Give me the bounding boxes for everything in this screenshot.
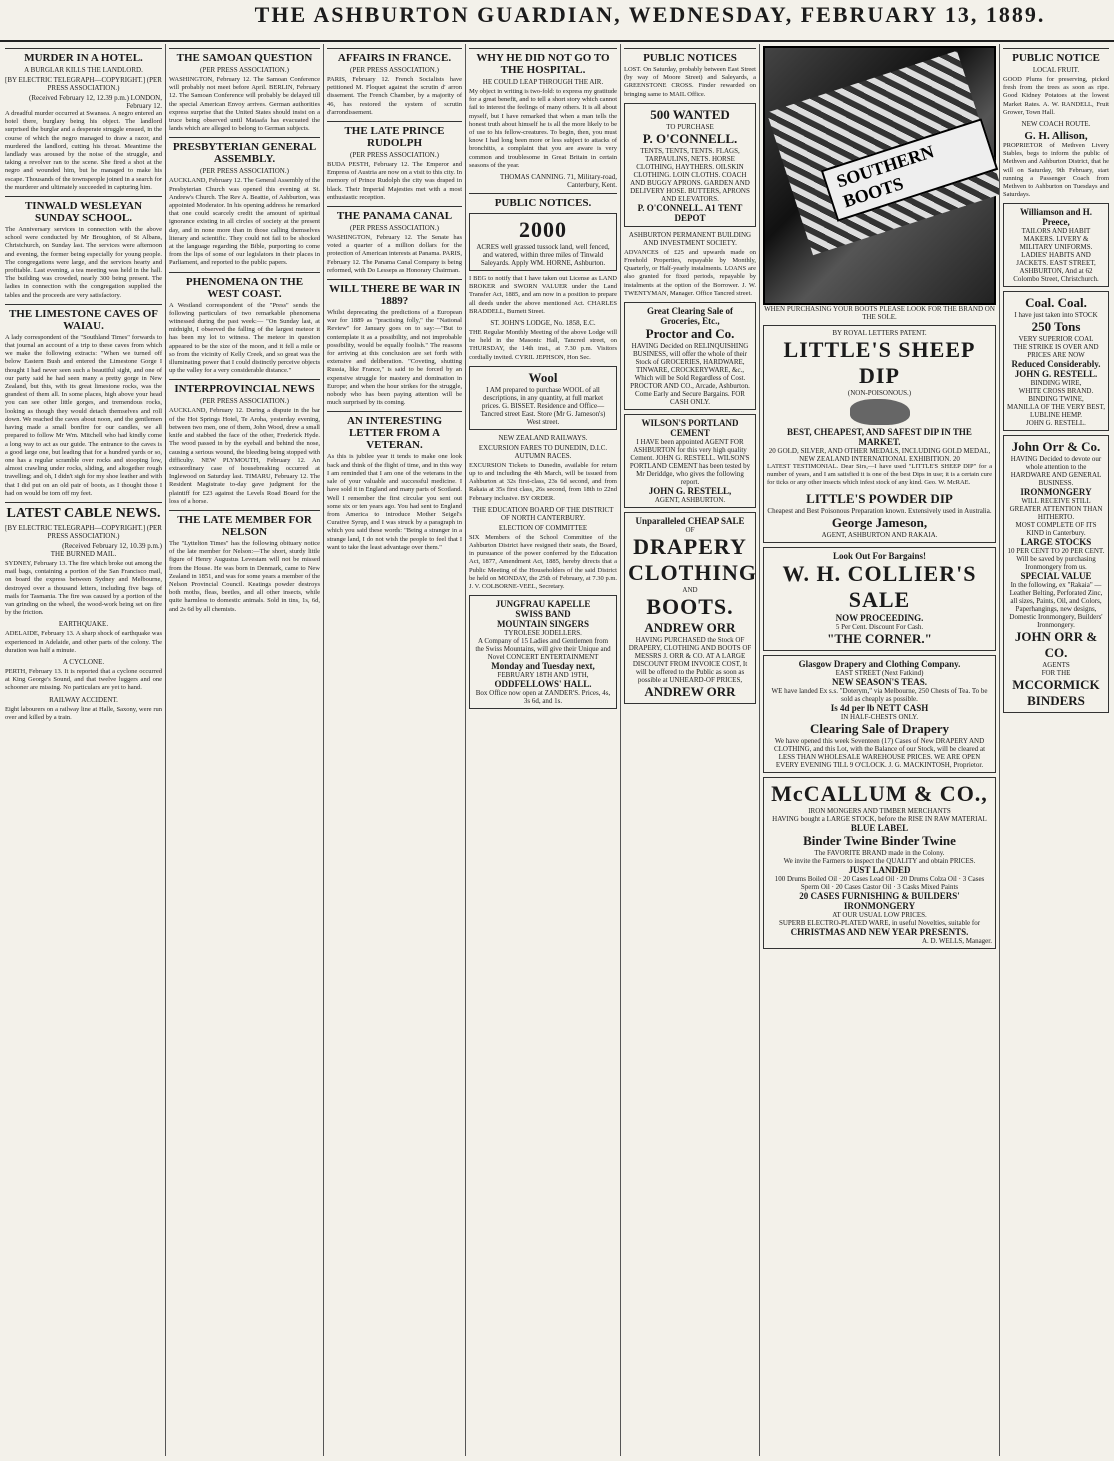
ad-title: CHRISTMAS AND NEW YEAR PRESENTS. bbox=[790, 926, 969, 937]
article-title: PHENOMENA ON THE WEST COAST. bbox=[169, 272, 320, 300]
ad-body: I HAVE been appointed AGENT FOR ASHBURTON for this very high quality Cement. JOHN G. RESTELL. WILSON'S PORTLAND CEMENT has been tested by Mr Deriddge, who gives the following report. bbox=[629, 438, 751, 487]
preece-ad bbox=[1003, 203, 1109, 287]
ad-body: TENTS, TENTS, TENTS. FLAGS, TARPAULINS, NETS. HORSE CLOTHING, HAYTHERS. OILSKIN CLOTHING. LOIN CLOTHS. COACH AND BUGGY APRONS. GARDEN AND DELIVERY HOSE. BUTTERS, APRONS AND ELEVATORS. bbox=[630, 146, 750, 203]
ad-body: In the following, ex "Rakaia" — Leather Belting, Perforated Zinc, all sizes, Paints, Oil, and Colors, Paperhangings, new designs, Domestic Ironmongery, Builders' Ironmongery. bbox=[1009, 581, 1103, 630]
ad-body: HAVING Decided to devote our whole attention to the HARDWARE AND GENERAL BUSINESS. bbox=[1010, 455, 1102, 488]
article-subhead: A CYCLONE. bbox=[62, 657, 105, 666]
ad-subtitle: BY ROYAL LETTERS PATENT. bbox=[832, 329, 927, 337]
article-tag: (PER PRESS ASSOCIATION.) bbox=[200, 397, 289, 406]
glasgow-ad bbox=[763, 655, 996, 773]
ad-title: Clearing Sale of Drapery bbox=[809, 720, 949, 736]
ad-title: NEW SEASON'S TEAS. bbox=[832, 676, 927, 687]
ad-footer: JOHN G. RESTELL, bbox=[648, 486, 732, 497]
ad-subtitle: EAST STREET (Next Fatkind) bbox=[835, 668, 924, 677]
ad-footer: JOHN G. RESTELL. bbox=[1026, 419, 1086, 428]
ad-title: WILSON'S PORTLAND CEMENT bbox=[641, 418, 739, 439]
article-dateline: (Received February 12, 10.39 p.m.) bbox=[62, 541, 162, 550]
concert-ad bbox=[469, 595, 617, 709]
ad-title: BLUE LABEL bbox=[850, 822, 909, 833]
ad-body: 20 GOLD, SILVER, AND OTHER MEDALS, INCLUDING GOLD MEDAL, NEW ZEALAND INTERNATIONAL EXHIBITION. 20 bbox=[768, 447, 991, 463]
ad-title: Coal. Coal. bbox=[1025, 295, 1087, 311]
ad-body: I have just taken into STOCK bbox=[1014, 311, 1098, 320]
column-2 bbox=[166, 44, 324, 1456]
article-body: SYDNEY, February 13. The fire which broke out among the mail bags, containing a portion of the San Francisco mail, on board the express between Sydney and Melbourne, destroyed over a thousand letters, including five bags of mails for Tasmania. The fire was caused by a portion of the van grinding on the wheel, the wood-work being set on fire by the friction. bbox=[5, 559, 162, 617]
ad-body: WE have landed Ex s.s. "Doterym," via Melbourne, 250 Chests of Tea. To be sold as cheaply as possible. bbox=[771, 686, 988, 703]
article-tag: [BY ELECTRIC TELEGRAPH—COPYRIGHT.] (PER PRESS ASSOCIATION.) bbox=[5, 523, 162, 540]
ad-body: 100 Drums Boiled Oil · 20 Cases Lead Oil · 20 Drums Colza Oil · 3 Cases Sperm Oil · 20 Cases Castor Oil · 3 Casks Mixed Paints bbox=[774, 874, 985, 891]
ad-title: Reduced Considerably. bbox=[1011, 359, 1101, 370]
ad-title: DRAPERY bbox=[633, 534, 747, 560]
column-4 bbox=[466, 44, 621, 1456]
article-body: Whilst deprecating the predictions of a European war for 1889 as "practising folly," the "National Review" for January goes on to say:—"But to contemplate it as a possibility, and not improbable possibility, would be equally foolish." The reasons for arriving at this conclusion are set forth with extensive and deliberation. "Coveting, shutting Russia, like France," is said to be forced by an expensive struggle for mastery and domination in Europe; and when the hour strikes for the struggle, nobody who has been paying attention will be much surprised by its coming. bbox=[327, 309, 462, 407]
ad-title: McCALLUM & CO., bbox=[771, 780, 988, 806]
ad-title: AND bbox=[682, 586, 698, 595]
ad-title: BOOTS. bbox=[646, 594, 734, 620]
notice-title: LOCAL FRUIT. bbox=[1032, 66, 1080, 74]
article-body: PARIS, February 12. French Socialists have petitioned M. Floquet against the scrutin d' arron dissement. The French Chamber, by a majority of 46, has restored the system of scrutin d'arrondissement. bbox=[327, 76, 462, 116]
column-1 bbox=[2, 44, 166, 1456]
ad-body: BEST, CHEAPEST, AND SAFEST DIP IN THE MARKET. bbox=[787, 427, 972, 447]
proctor-ad bbox=[624, 302, 756, 410]
ad-body: MANILLA OF THE VERY BEST, bbox=[1007, 403, 1105, 412]
section-header: PUBLIC NOTICE bbox=[1003, 48, 1109, 64]
ad-body: ACRES well grassed tussock land, well fenced, and watered, within three miles of Tinwald Saleyards. Apply WM. HORNE, Ashburton. bbox=[476, 243, 610, 268]
ad-body: AT OUR USUAL LOW PRICES. bbox=[832, 910, 927, 919]
article-title: LATEST CABLE NEWS. bbox=[5, 502, 162, 522]
ad-body: HAVING Decided on RELINQUISHING BUSINESS, will offer the whole of their Stock of GROCERIES, HARDWARE, TINWARE, CROCKERYWARE, &c., Which will be Sold Regardless of Cost. PROCTOR AND CO., Arcade, Ashburton. Come Early and Secure Bargains. FOR CASH ONLY. bbox=[630, 342, 750, 407]
article-title: WILL THERE BE WAR IN 1889? bbox=[327, 279, 462, 307]
article-subtitle: A BURGLAR KILLS THE LANDLORD. bbox=[24, 66, 143, 74]
ad-footer: A. D. WELLS, Manager. bbox=[921, 936, 992, 945]
ad-title: CLOTHING bbox=[628, 560, 758, 586]
ad-subtitle: NOW PROCEEDING. bbox=[835, 612, 924, 623]
article-tag: (PER PRESS ASSOCIATION.) bbox=[350, 66, 439, 74]
article-signature: THOMAS CANNING. 71, Military-road, Canterbury, Kent. bbox=[499, 173, 617, 190]
column-7 bbox=[1000, 44, 1112, 1456]
notice-body: EXCURSION Tickets to Dunedin, available for return up to and including the 4th March, will be issued from Ashburton at 32s first-class, 23s 6d second, and from Rakaia at 35s first class, 26s second, from 18th to 22nd February inclusive. BY ORDER. bbox=[469, 461, 617, 502]
ad-title: Wool bbox=[528, 369, 558, 385]
ad-body: MOST COMPLETE OF ITS KIND in Canterbury. bbox=[1015, 521, 1097, 538]
ad-title: Proctor and Co. bbox=[645, 326, 735, 342]
notice-title: ASHBURTON PERMANENT BUILDING AND INVESTMENT SOCIETY. bbox=[628, 230, 752, 247]
notice-body: THE Regular Monthly Meeting of the above Lodge will be held in the Masonic Hall, Tancred street, on THURSDAY, the 14th inst., at 7.30 p.m. Visitors cordially invited. CYRIL JEPHSON, Hon Sec. bbox=[469, 329, 617, 361]
ad-body: THE STRIKE IS OVER AND PRICES ARE NOW bbox=[1013, 343, 1099, 360]
ad-footer: AGENT, ASHBURTON AND RAKAIA. bbox=[821, 530, 938, 539]
article-body: My object in writing is two-fold: to express my gratitude for a great benefit, and to tell a short story which cannot fail to interest the feelings of many others. It is all about myself, but I have remarked that when a man tells the honest truth about himself he is all the more likely to be of use to his fellow-creatures. To begin, then, you must know I had long been more or less subject to attacks of bronchitis, a complaint that you are aware is very common and troublesome in Great Britain in certain seasons of the year. bbox=[469, 88, 617, 169]
ad-title: LARGE STOCKS bbox=[1020, 537, 1092, 548]
ad-title: Binder Twine Binder Twine bbox=[803, 832, 956, 848]
ad-title: SWISS BAND bbox=[515, 609, 571, 620]
ad-title: OF bbox=[685, 526, 695, 535]
ad-body: We invite the Farmers to inspect the QUALITY and obtain PRICES. bbox=[783, 856, 976, 865]
ad-body: Cheapest and Best Poisonous Preparation known. Extensively used in Australia. bbox=[767, 506, 992, 515]
brand-caption: WHEN PURCHASING YOUR BOOTS PLEASE LOOK FOR THE BRAND ON THE SOLE. bbox=[764, 305, 995, 321]
mccallum-ad bbox=[763, 777, 996, 949]
ad-title: JUNGFRAU KAPELLE bbox=[495, 599, 591, 610]
ad-title: Great Clearing Sale of Groceries, Etc., bbox=[646, 306, 734, 327]
article-body: The Anniversary services in connection with the above school were conducted by Mr Broughton, of St Albans, Christchurch, on Sunday last. The services were afternoon and evening, the former being especially for young people. The congregations were large, and the services hearty and profitable. Last evening, a tea meeting was held in the hall. The building was crowded, nearly 300 being present. The ladies in connection with the congregation supplied the tables and the proceeds are very satisfactory. bbox=[5, 226, 162, 299]
article-body: Eight labourers on a railway line at Halle, Saxony, were run over and killed by a train. bbox=[5, 705, 162, 721]
notice-body: GOOD Plums for preserving, picked fresh from the trees as soon as ripe. Good Kidney Potatoes at the lowest Market Rates. A. W. RANDELL, Fruit Grower, Town Hall. bbox=[1003, 76, 1109, 116]
ad-footer: "THE CORNER." bbox=[827, 630, 932, 646]
ad-body: BINDING WIRE, bbox=[1030, 379, 1082, 388]
article-body: WASHINGTON, February 12. The Samoan Conference will probably not meet before April. BERLIN, February 12. The Samoan Conference will probably be delayed till the special American Envoy arrives. German authorities express surprise that the United States should insist on a truce being observed until Mataafa has evacuated the lands which are alleged to belong to German subjects. bbox=[169, 76, 320, 133]
newspaper-title: THE ASHBURTON GUARDIAN, WEDNESDAY, FEBRUARY 13, 1889. bbox=[254, 2, 1046, 27]
article-subtitle: HE COULD LEAP THROUGH THE AIR. bbox=[482, 78, 604, 86]
ad-title: G. H. Allison, bbox=[1024, 130, 1088, 143]
notice-body: PROPRIETOR of Methven Livery Stables, begs to inform the public of Methven and Ashburton District, that he will on Saturday, 9th February, start running a Passenger Coach from Methven to Ashburton on Tuesdays and Saturdays. bbox=[1003, 142, 1109, 199]
cement-ad bbox=[624, 414, 756, 508]
boot-brand-illustration bbox=[763, 46, 996, 305]
article-title: THE LATE MEMBER FOR NELSON bbox=[169, 510, 320, 538]
ad-body: I AM prepared to purchase WOOL of all descriptions, in any quantity, at full market prices. G. BISSET. Residence and Office—Tancred street East. Store (Mr G. Jameson's) West street. bbox=[480, 385, 606, 426]
article-body: A lady correspondent of the "Southland Times" forwards to that journal an account of a trip to these caves from which we make the following extracts: "When we turned off below Eastern Bush and entered the Limestone Gorge I thought I had never seen such a beautiful sight, and one of our party said he had seen many a pretty gorge in New Zealand, but this, with its great limestone rocks, was the grandest of them all. In some places, high above your head you can see other little gorges, and tremendous rocks, looking as though they would detach themselves and roll down. We reached the caves about noon, and the gentlemen having made a small bonfire for our candles, we all prepared to follow Mr Wm. Mitchell who had kindly come a long way to act as our guide. The entrance to the caves is a good large one, but leading that for a hundred yards or so, one has a regular scramble over rocks and stooping low, almost crawling under rocks, sliding, and altogether rough travelling; and oh, I didn't sigh for my shoe leather and with that I did put on an old pair of boots, as I thought those I had on would be torn off my feet. bbox=[5, 333, 162, 497]
land-ad bbox=[469, 213, 617, 271]
ad-footer: JOHN ORR & CO. bbox=[1014, 629, 1098, 661]
ad-title: BINDERS bbox=[1027, 693, 1085, 709]
masthead bbox=[0, 0, 1114, 42]
article-tag: (PER PRESS ASSOCIATION.) bbox=[350, 151, 439, 160]
ad-body: The FAVORITE BRAND made in the Colony. bbox=[814, 848, 945, 857]
ad-title: IRONMONGERY bbox=[1020, 487, 1092, 498]
ad-title: LITTLE'S SHEEP DIP bbox=[783, 337, 976, 388]
ad-price: Is 4d per lb NETT CASH bbox=[830, 702, 929, 713]
section-header: PUBLIC NOTICES. bbox=[469, 193, 617, 209]
notice-title: THE EDUCATION BOARD OF THE DISTRICT OF NORTH CANTERBURY. bbox=[472, 505, 614, 522]
article-body: A Westland correspondent of the "Press" sends the following particulars of two remarkable phenomena witnessed during the past week:— "On Sunday last, at midnight, I observed the falling of the largest meteor it has been my lot to witness. The meteor in question appeared to be the size of the moon, and it fell a mile or so from the vicinity of Kelly Creek, and so great was the illuminating power that I could distinctly perceive objects up the valley for a very considerable distance." bbox=[169, 301, 320, 375]
ad-body: LATEST TESTIMONIAL. Dear Sirs,—I have used "LITTLE'S SHEEP DIP" for a number of years, and I am satisfied it is one of the best Dips in use; it is a certain cure for ticks or any other insects which infest stock of any kind. Geo. W. McRAE. bbox=[767, 463, 992, 487]
oconnell-ad bbox=[624, 103, 756, 227]
article-title: AFFAIRS IN FRANCE. bbox=[327, 48, 462, 64]
coal-ad bbox=[1003, 291, 1109, 431]
article-body: WASHINGTON, February 12. The Senate has voted a quarter of a million dollars for the protection of American interests at Panama. PARIS, February 12. The Panama Canal Company is being reformed, with Do Lesseps as Honorary Chairman. bbox=[327, 234, 462, 274]
ad-title: Williamson and H. Preece, bbox=[1019, 207, 1093, 228]
ad-dates: Monday and Tuesday next, bbox=[491, 661, 595, 672]
ad-footer: P. O'CONNELL. A1 TENT DEPOT bbox=[637, 202, 743, 223]
ad-title: MCCORMICK bbox=[1012, 677, 1100, 693]
notice-subtitle: EXCURSION FARES TO DUNEDIN, D.I.C. AUTUMN RACES. bbox=[478, 443, 608, 460]
ad-title: P. O'CONNELL. bbox=[642, 130, 738, 146]
article-title: THE LATE PRINCE RUDOLPH bbox=[327, 121, 462, 149]
ad-body: HAVING bought a LARGE STOCK, before the RISE IN RAW MATERIAL bbox=[772, 814, 987, 823]
notice-body: I BEG to notify that I have taken out License as LAND BROKER and SWORN VALUER under the Land Transfer Act, 1885, and am now in a position to prepare all deeds under the above mentioned Act. CHARLES BRADDELL, Burnett Street. bbox=[469, 275, 617, 315]
article-title: THE PANAMA CANAL bbox=[327, 206, 462, 222]
ad-body: IN HALF-CHESTS ONLY. bbox=[840, 712, 919, 721]
ad-title: MOUNTAIN SINGERS bbox=[496, 619, 590, 630]
ad-subtitle: JUST LANDED bbox=[848, 864, 911, 875]
article-title: PRESBYTERIAN GENERAL ASSEMBLY. bbox=[169, 137, 320, 165]
article-body: PERTH, February 13. It is reported that a cyclone occurred at King George's Sound, and that twelve luggers and one schooner are missing. No particulars are yet to hand. bbox=[5, 667, 162, 692]
ad-footer: ANDREW ORR bbox=[644, 684, 736, 700]
notice-body: ADVANCES of £25 and upwards made on Freehold Properties, repayable by Monthly, Quarterly, or Half-yearly instalments. LOANS are also granted for fixed periods, repayable by instalments at the option of the Borrower. J. W. TWENTYMAN, Manager. Office Tancred street. bbox=[624, 248, 756, 297]
article-title: MURDER IN A HOTEL. bbox=[5, 48, 162, 64]
acreage-figure: 2000 bbox=[519, 217, 567, 243]
article-body: AUCKLAND, February 12. During a dispute in the bar of the Hot Springs Hotel, Te Aroha, yesterday evening, between two men, one of them, John Wood, drew a small knife and stabbed the face of the other, Frederick Hyde. The wood passed in by the eyeball and behind the nose, causing a serious wound, the bleeding being stopped with difficulty. NEW PLYMOUTH, February 12. An extraordinary case of housebreaking occurred at Inglewood on Saturday last. TIMARU, February 12. The Resident Magistrate to-day gave judgment for the plaintiff for £23 against the Levels Road Board for the loss of a horse. bbox=[169, 407, 320, 505]
ad-dates: FEBRUARY 18TH AND 19TH, bbox=[497, 671, 589, 680]
sheep-dip-ad bbox=[763, 325, 996, 543]
ad-title: Unparalleled CHEAP SALE bbox=[635, 516, 745, 527]
ad-title: W. H. COLLIER'S SALE bbox=[782, 560, 977, 612]
ad-body: FOR THE bbox=[1041, 669, 1071, 678]
ad-venue: ODDFELLOWS' HALL. bbox=[494, 679, 592, 690]
ad-body: TAILORS AND HABIT MAKERS. LIVERY & MILITARY UNIFORMS. LADIES' HABITS AND JACKETS. EAST STREET, ASHBURTON, And at 62 Colombo Street, Christchurch. bbox=[1013, 227, 1099, 284]
ad-body: SUPERB ELECTRO-PLATED WARE, in useful Novelties, suitable for bbox=[778, 918, 981, 927]
ad-subtitle: Look Out For Bargains! bbox=[832, 550, 927, 561]
sheep-icon bbox=[850, 399, 910, 425]
brand-label: SOUTHERN BOOTS bbox=[821, 118, 998, 222]
ad-body: WHITE CROSS BRAND. bbox=[1018, 387, 1094, 396]
ad-title: Glasgow Drapery and Clothing Company. bbox=[798, 658, 961, 669]
article-title: INTERPROVINCIAL NEWS bbox=[169, 379, 320, 395]
ad-body: WILL RECEIVE STILL GREATER ATTENTION THAN HITHERTO. bbox=[1009, 497, 1103, 522]
ad-title: John Orr & Co. bbox=[1011, 439, 1101, 455]
ad-subtitle: TYROLESE JODELLERS. bbox=[504, 629, 582, 638]
collier-ad bbox=[763, 547, 996, 651]
notice-title: NEW COACH ROUTE. bbox=[1021, 120, 1091, 129]
ad-title: 500 WANTED bbox=[650, 106, 730, 122]
article-subhead: RAILWAY ACCIDENT. bbox=[49, 695, 118, 704]
ad-title: LITTLE'S POWDER DIP bbox=[806, 490, 953, 506]
ad-title: SPECIAL VALUE bbox=[1020, 571, 1092, 582]
ad-body: 5 Per Cent. Discount For Cash. bbox=[835, 622, 924, 631]
ad-subtitle: (NON-POISONOUS.) bbox=[847, 389, 912, 397]
article-subhead: EARTHQUAKE. bbox=[58, 620, 109, 629]
ad-footer: JOHN G. RESTELL. bbox=[1014, 369, 1098, 380]
john-orr-ad bbox=[1003, 435, 1109, 713]
ad-title: 20 CASES FURNISHING & BUILDERS' IRONMONGERY bbox=[799, 890, 960, 911]
notice-subtitle: ELECTION OF COMMITTEE bbox=[498, 523, 588, 532]
ad-body: BINDING TWINE, bbox=[1028, 395, 1084, 404]
article-tag: (PER PRESS ASSOCIATION.) bbox=[200, 167, 289, 176]
article-body: BUDA PESTH, February 12. The Emperor and Empress of Austria are now on a visit to this city. In memory of Prince Rudolph the city was draped in black. Their Imperial Majesties met with a most enthusiastic reception. bbox=[327, 161, 462, 201]
notice-body: SIX Members of the School Committee of the Ashburton District have resigned their seats, the Board, in pursuance of the power conferred by the Education Act, 1877, Amendment Act, 1885, hereby directs that a Public Meeting of the Householders of the said District be held on MONDAY, the 25th of February, at 7.30 p.m. J. V. COLBORNE-VEEL, Secretary. bbox=[469, 533, 617, 591]
ad-body: A Company of 15 Ladies and Gentlemen from the Swiss Mountains, will give their Unique and Novel CONCERT ENTERTAINMENT bbox=[475, 637, 611, 662]
article-title: WHY HE DID NOT GO TO THE HOSPITAL. bbox=[469, 48, 617, 76]
ad-body: We have opened this week Seventeen (17) Cases of New DRAPERY AND CLOTHING, and this Lot, with the Balance of our Stock, will be cleared at LESS THAN WHOLESALE WAREHOUSE PRICES. WE ARE OPEN EVERY EVENING TILL 9 O'CLOCK. J. G. MACKINTOSH, Proprietor. bbox=[773, 736, 986, 769]
article-dateline: (Received February 12, 12.39 p.m.) LONDON, February 12. bbox=[29, 94, 162, 110]
column-6 bbox=[760, 44, 1000, 1456]
ad-title: George Jameson, bbox=[831, 514, 928, 530]
article-body: As this is jubilee year it tends to make one look back and think of the flight of time, and in this way I am reminded that I am one of the veterans in the sale of your valuable and successful medicine. I have sold it in England and many parts of Scotland. Well I remember the first circular you sent out some six or ten years ago. You had sent to England from America to introduce Mother Seigel's Curative Syrup, and I was struck by a paragraph in which you said these words: "Being a stranger in a strange land, I do not wish the people to feel that I want to take the least advantage over them." bbox=[327, 453, 462, 551]
section-header: PUBLIC NOTICES bbox=[624, 48, 756, 64]
ad-body: LUBLINE HEMP. bbox=[1029, 411, 1083, 420]
article-title: THE LIMESTONE CAVES OF WAIAU. bbox=[5, 304, 162, 332]
ad-prices: Box Office now open at ZANDER'S. Prices, 4s, 3s 6d, and 1s. bbox=[475, 689, 611, 706]
column-3 bbox=[324, 44, 466, 1456]
article-tag: [BY ELECTRIC TELEGRAPH—COPYRIGHT.] (PER PRESS ASSOCIATION.) bbox=[5, 76, 162, 92]
column-5 bbox=[621, 44, 760, 1456]
ad-title: ANDREW ORR bbox=[644, 620, 736, 636]
article-title: THE SAMOAN QUESTION bbox=[169, 48, 320, 64]
article-body: AUCKLAND, February 12. The General Assembly of the Presbyterian Church was opened this evening at St. Andrew's Church. The Rev A. Beattie, of Ashburton, was appointed Moderator. In his opening address he remarked that one could scarcely credit the amount of spiritual ignorance existing in all circles of society at the present day, and in none more than in those calling themselves literary and scientific. They could not fail to be shocked at the language regarding the Bible, purporting to come from the lips of some of our legislators in their places in Parliament, and reported to the public papers. bbox=[169, 177, 320, 267]
ad-subtitle: TO PURCHASE bbox=[666, 122, 714, 131]
orr-ad bbox=[624, 512, 756, 704]
article-subhead: THE BURNED MAIL. bbox=[50, 549, 117, 558]
ad-body: VERY SUPERIOR COAL bbox=[1018, 335, 1094, 344]
ad-title: 250 Tons bbox=[1031, 319, 1081, 335]
article-tag: (PER PRESS ASSOCIATION.) bbox=[350, 224, 439, 233]
article-title: TINWALD WESLEYAN SUNDAY SCHOOL. bbox=[5, 196, 162, 224]
ad-body: 10 PER CENT TO 20 PER CENT. Will be saved by purchasing Ironmongery from us. bbox=[1007, 547, 1105, 572]
ad-subtitle: IRON MONGERS AND TIMBER MERCHANTS bbox=[808, 806, 951, 815]
notice-title: ST. JOHN'S LODGE, No. 1858, E.C. bbox=[490, 319, 596, 328]
article-tag: (PER PRESS ASSOCIATION.) bbox=[200, 66, 289, 74]
ad-body: HAVING PURCHASED the Stock OF DRAPERY, CLOTHING AND BOOTS OF MESSRS J. ORR & CO. AT A LARGE DISCOUNT FROM INVOICE COST, It will be offered to the Public as soon as possible at UNHEARD-OF PRICES, bbox=[628, 636, 752, 685]
ad-body: AGENTS bbox=[1042, 661, 1070, 670]
wool-ad bbox=[469, 366, 617, 430]
article-body: The "Lyttelton Times" has the following obituary notice of the late member for Nelson:—The short, sturdy little figure of Henry Augustus Levestam will not be missed from the House. He was born in Denmark, came to New Zealand in 1851, and was for some years a member of the Nelson Provincial Council. Keatings powder destroys both moths, fleas, beetles, and all other insects, while quite harmless to domestic animals. Sold in tins, 1s, 6d, and 2s 6d by all chemists. bbox=[169, 539, 320, 613]
notice-title: NEW ZEALAND RAILWAYS. bbox=[498, 433, 588, 442]
article-body: ADELAIDE, February 13. A sharp shock of earthquake was experienced in Adelaide, and other parts of the colony. The duration was half a minute. bbox=[5, 630, 162, 654]
article-title: AN INTERESTING LETTER FROM A VETERAN. bbox=[327, 411, 462, 451]
notice-body: LOST. On Saturday, probably between East Street (by way of Moore Street) and Saleyards, a GREENSTONE CROSS. Finder rewarded on bringing same to MAIL Office. bbox=[624, 66, 756, 98]
ad-footer: AGENT, ASHBURTON. bbox=[654, 496, 726, 505]
article-body: A dreadful murder occurred at Swansea. A negro entered an hotel there, burglary being his object. The landlord surprised the burglar and a desperate struggle ensued, in the course of which the negro managed to draw a razor, and murdered the landlord, cutting his throat. Meantime the landlady was aroused by the noise of the struggle, and taking a revolver ran to the scene. She fired a shot at the negro and wounded him, but he managed to make his escape. Thousands of the townspeople joined in a search for the murderer and ultimately succeeded in capturing him. bbox=[5, 110, 162, 191]
